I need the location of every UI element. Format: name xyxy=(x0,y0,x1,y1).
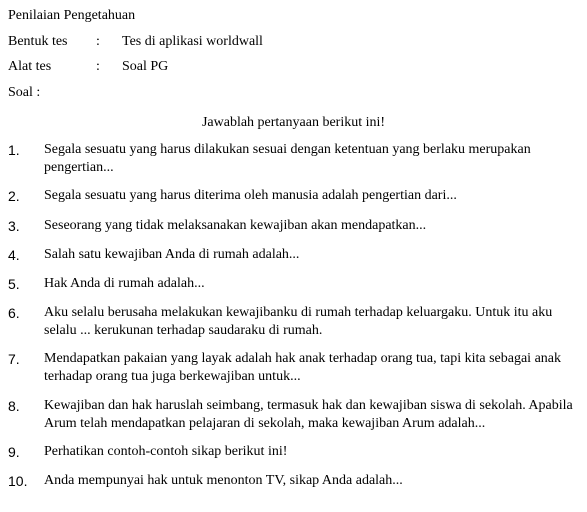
question-text: Segala sesuatu yang harus diterima oleh manusia adalah pengertian dari... xyxy=(44,188,457,203)
instruction-text: Jawablah pertanyaan berikut ini! xyxy=(201,115,386,130)
question-number: 2. xyxy=(8,188,20,204)
question-text: Hak Anda di rumah adalah... xyxy=(44,276,205,291)
question-number: 6. xyxy=(8,305,20,321)
question-number: 3. xyxy=(8,218,20,234)
test-form-colon: : xyxy=(96,34,100,49)
question-number: 10. xyxy=(8,473,28,489)
question-text: Salah satu kewajiban Anda di rumah adalah... xyxy=(44,247,300,262)
question-number: 1. xyxy=(8,142,20,158)
document-title: Penilaian Pengetahuan xyxy=(8,8,136,23)
question-text: Mendapatkan pakaian yang layak adalah hak anak terhadap orang tua, tapi kita sebagai anak terhadap orang tua juga berkewajiban untuk... xyxy=(44,351,561,384)
question-text: Anda mempunyai hak untuk menonton TV, sikap Anda adalah... xyxy=(44,473,403,488)
questions-label: Soal : xyxy=(8,85,41,100)
test-form-row xyxy=(8,33,263,50)
test-form-label: Bentuk tes xyxy=(8,34,68,49)
test-tool-value: Soal PG xyxy=(122,59,169,74)
question-number: 4. xyxy=(8,247,20,263)
question-text: Aku selalu berusaha melakukan kewajibanku di rumah terhadap keluargaku. Untuk itu aku selalu ... kerukunan terhadap saudaraku di rumah. xyxy=(44,305,553,338)
question-number: 8. xyxy=(8,398,20,414)
question-number: 9. xyxy=(8,444,20,460)
question-number: 7. xyxy=(8,351,20,367)
question-text: Perhatikan contoh-contoh sikap berikut ini! xyxy=(44,444,288,459)
question-number: 5. xyxy=(8,276,20,292)
test-tool-label: Alat tes xyxy=(8,59,52,74)
test-tool-colon: : xyxy=(96,59,100,74)
question-text: Seseorang yang tidak melaksanakan kewajiban akan mendapatkan... xyxy=(44,218,427,233)
test-form-value: Tes di aplikasi worldwall xyxy=(122,34,263,49)
question-text: Kewajiban dan hak haruslah seimbang, termasuk hak dan kewajiban siswa di sekolah. Apabila Arum telah mendapatkan pelajaran di sekolah, maka kewajiban Arum adalah... xyxy=(44,398,573,431)
test-tool-row xyxy=(8,58,168,75)
question-text: Segala sesuatu yang harus dilakukan sesuai dengan ketentuan yang berlaku merupakan pengertian... xyxy=(44,142,531,175)
